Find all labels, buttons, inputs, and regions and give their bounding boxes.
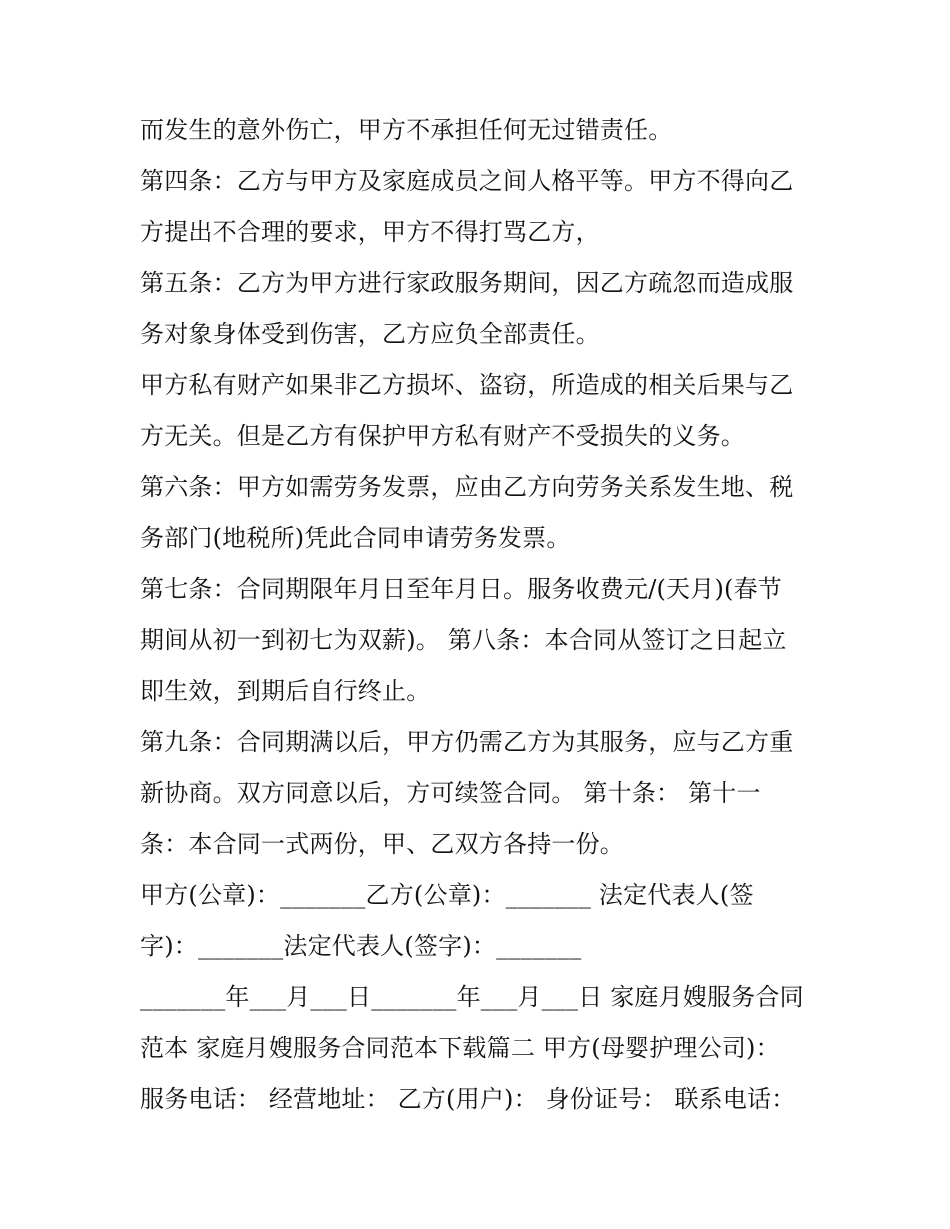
text-line: 甲方私有财产如果非乙方损坏、盗窃，所造成的相关后果与乙 [140,371,794,399]
text-line: 务部门(地税所)凭此合同申请劳务发票。 [140,524,571,552]
contract-text [140,105,820,1125]
text-line: 务对象身体受到伤害，乙方应负全部责任。 [140,320,600,348]
text-line: 第七条：合同期限年月日至年月日。服务收费元/(天月)(春节 [140,575,782,603]
text-line: 方提出不合理的要求，甲方不得打骂乙方， [140,218,600,246]
text-line: 字)：_______法定代表人(签字)：_______ [140,932,582,960]
text-line: 条：本合同一式两份，甲、乙双方各持一份。 [140,830,624,858]
text-line: 范本 家庭月嫂服务合同范本下载篇二 甲方(母婴护理公司)： [140,1034,780,1062]
text-line: 期间从初一到初七为双薪)。 第八条：本合同从签订之日起立 [140,626,787,654]
text-line: 即生效，到期后自行终止。 [140,677,431,705]
text-line: 方无关。但是乙方有保护甲方私有财产不受损失的义务。 [140,422,745,450]
text-line: 第九条：合同期满以后，甲方仍需乙方为其服务，应与乙方重 [140,728,794,756]
text-line: 甲方(公章)：_______乙方(公章)：_______ 法定代表人(签 [140,881,754,909]
text-line: 服务电话： 经营地址： 乙方(用户)： 身份证号： 联系电话： [140,1085,796,1113]
text-line: 第四条：乙方与甲方及家庭成员之间人格平等。甲方不得向乙 [140,167,794,195]
text-line: _______年___月___日_______年___月___日 家庭月嫂服务合同 [140,983,804,1011]
text-line: 第六条：甲方如需劳务发票，应由乙方向劳务关系发生地、税 [140,473,794,501]
text-line: 第五条：乙方为甲方进行家政服务期间，因乙方疏忽而造成服 [140,269,794,297]
text-line: 而发生的意外伤亡，甲方不承担任何无过错责任。 [140,116,673,144]
text-line: 新协商。双方同意以后，方可续签合同。 第十条： 第十一 [140,779,761,807]
